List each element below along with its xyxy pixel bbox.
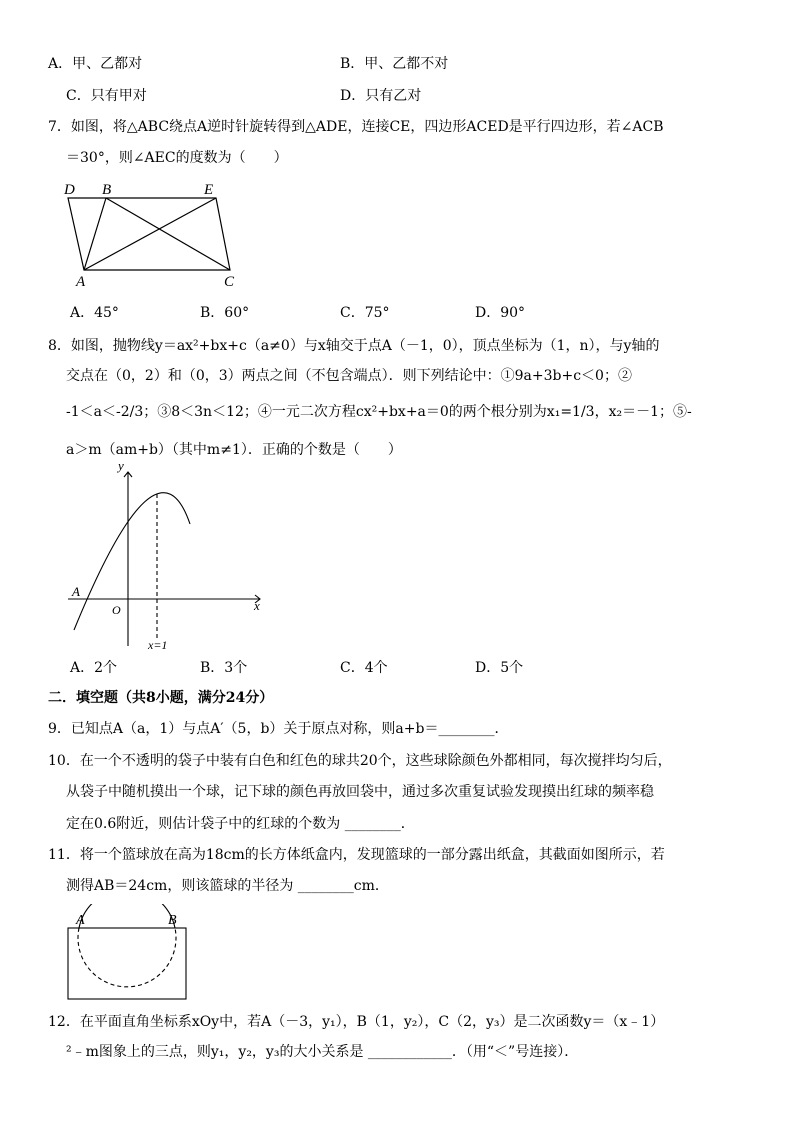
q7-stem-line2: ＝30°，则∠AEC的度数为（ ） <box>66 150 288 166</box>
label-a: A <box>76 913 85 928</box>
label-b: B <box>102 182 112 198</box>
label-axis-x-eq-1: x=1 <box>148 638 168 652</box>
ball-arc-hidden <box>78 928 176 987</box>
label-e: E <box>204 182 214 198</box>
label-d: D <box>64 182 75 198</box>
ball-arc-above <box>79 904 175 928</box>
label-b: B <box>168 913 177 928</box>
q6-option-b: B．甲、乙都不对 <box>340 56 449 72</box>
label-a: A <box>76 274 86 290</box>
label-c: C <box>224 274 235 290</box>
label-y: y <box>118 460 124 473</box>
q6-option-c: C．只有甲对 <box>66 88 147 104</box>
q7-parallelogram-figure <box>56 178 252 290</box>
q9-stem: 9．已知点A（a，1）与点A′（5，b）关于原点对称，则a+b＝________． <box>48 721 509 737</box>
q8-stem-line1: 8．如图，抛物线y＝ax²+bx+c（a≠0）与x轴交于点A（－1，0），顶点坐标为（1，n），与y轴的 <box>48 338 660 354</box>
parabola-curve <box>74 493 190 630</box>
q11-basketball-box-figure <box>64 904 194 1004</box>
q7-option-b: B．60° <box>200 305 250 321</box>
q10-stem-line2: 从袋子中随机摸出一个球，记下球的颜色再放回袋中，通过多次重复试验发现摸出红球的频率稳 <box>66 784 654 800</box>
q7-option-c: C．75° <box>340 305 390 321</box>
q12-stem-line2: ²﹣m图象上的三点，则y₁，y₂，y₃的大小关系是 ____________．（用“＜”号连接）． <box>66 1044 579 1060</box>
q8-option-d: D．5个 <box>475 660 524 676</box>
q8-option-c: C．4个 <box>340 660 388 676</box>
label-origin: O <box>112 603 121 617</box>
q6-option-d: D．只有乙对 <box>340 88 422 104</box>
section-2-heading: 二．填空题（共8小题，满分24分） <box>48 690 274 706</box>
q8-stem-line4: a＞m（am+b）（其中m≠1）．正确的个数是（ ） <box>66 442 402 458</box>
q7-option-d: D．90° <box>475 305 526 321</box>
q8-stem-line3: -1＜a＜-2/3；③8＜3n＜12；④一元二次方程cx²+bx+a＝0的两个根分别为x₁=1/3，x₂＝－1；⑤- <box>66 404 692 420</box>
q8-option-a: A．2个 <box>70 660 118 676</box>
label-x: x <box>254 598 260 613</box>
q7-stem-line1: 7．如图，将△ABC绕点A逆时针旋转得到△ADE，连接CE，四边形ACED是平行四边形，若∠ACB <box>48 119 664 135</box>
q8-stem-line2: 交点在（0，2）和（0，3）两点之间（不包含端点）．则下列结论中：①9a+3b+c＜0；② <box>66 368 632 384</box>
q10-stem-line3: 定在0.6附近，则估计袋子中的红球的个数为 ________． <box>66 816 415 832</box>
q8-parabola-figure <box>64 460 270 656</box>
q10-stem-line1: 10．在一个不透明的袋子中装有白色和红色的球共20个，这些球除颜色外都相同，每次搅拌均匀后， <box>48 753 672 769</box>
segment-ae <box>84 198 216 270</box>
q7-option-a: A．45° <box>70 305 119 321</box>
q11-stem-line1: 11．将一个篮球放在高为18cm的长方体纸盒内，发现篮球的一部分露出纸盒，其截面如图所示，若 <box>48 847 665 863</box>
segment-bc <box>106 198 230 270</box>
q12-stem-line1: 12．在平面直角坐标系xOy中，若A（－3，y₁），B（1，y₂），C（2，y₃）是二次函数y＝（x﹣1） <box>48 1014 665 1030</box>
q6-option-a: A．甲、乙都对 <box>48 56 143 72</box>
label-point-a: A <box>72 584 80 599</box>
q8-option-b: B．3个 <box>200 660 248 676</box>
q11-stem-line2: 测得AB＝24cm，则该篮球的半径为 ________cm． <box>66 878 389 894</box>
